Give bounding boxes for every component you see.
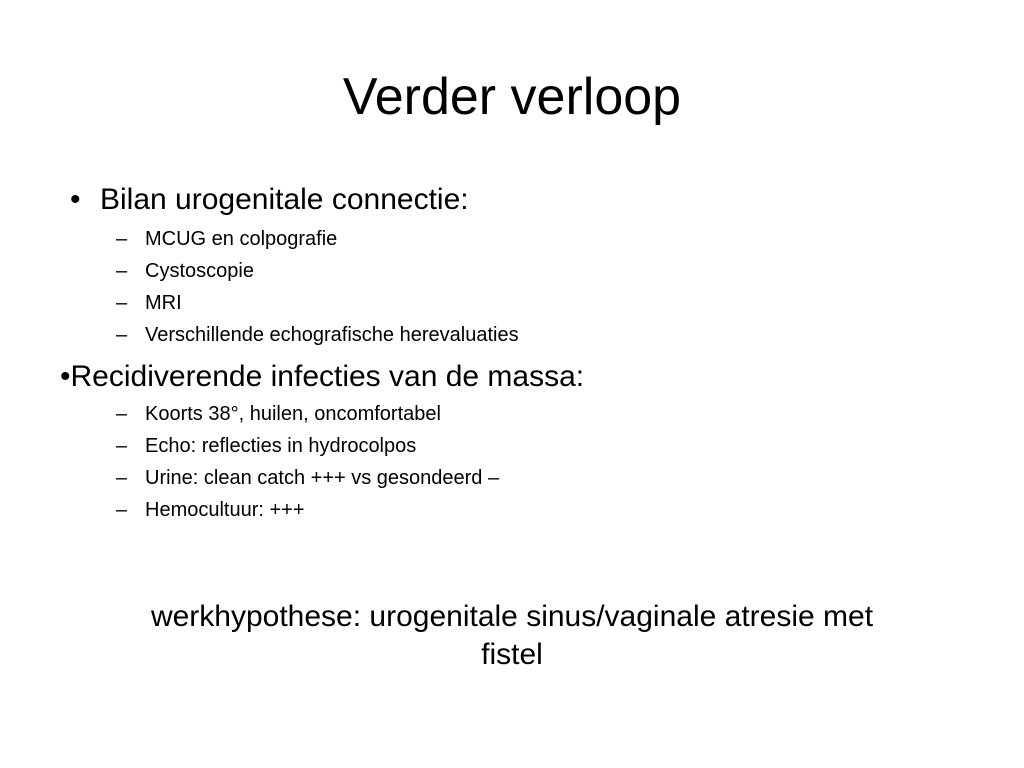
bullet-dot: • bbox=[60, 360, 71, 393]
sub-item-text: Echo: reflecties in hydrocolpos bbox=[145, 435, 417, 457]
sub-item bbox=[116, 497, 305, 523]
bullet-label: Recidiverende infecties van de massa: bbox=[70, 360, 585, 393]
dash: – bbox=[116, 403, 128, 425]
hypothesis-line: werkhypothese: urogenitale sinus/vaginale atresie met bbox=[150, 600, 874, 633]
dash: – bbox=[116, 499, 128, 521]
dash: – bbox=[116, 228, 128, 250]
dash: – bbox=[116, 435, 128, 457]
sub-item-text: MCUG en colpografie bbox=[145, 228, 338, 250]
sub-item-text: Cystoscopie bbox=[145, 260, 254, 282]
bullet-dot: • bbox=[70, 183, 81, 216]
hypothesis-text bbox=[62, 598, 962, 674]
hypothesis-line: fistel bbox=[481, 638, 543, 671]
dash: – bbox=[116, 292, 128, 314]
sub-item-text: Urine: clean catch +++ vs gesondeerd – bbox=[145, 467, 500, 489]
sub-item-text: Verschillende echografische herevaluaties bbox=[145, 324, 519, 346]
sub-item bbox=[116, 226, 337, 252]
slide-title: Verder verloop bbox=[342, 68, 682, 126]
bullet-bilan bbox=[70, 182, 469, 218]
dash: – bbox=[116, 324, 128, 346]
sub-item bbox=[116, 433, 416, 459]
bullet-label: Bilan urogenitale connectie: bbox=[100, 183, 469, 216]
sub-item bbox=[116, 258, 254, 284]
sub-item-text: Koorts 38°, huilen, oncomfortabel bbox=[145, 403, 441, 425]
sub-item bbox=[116, 322, 519, 348]
sub-item bbox=[116, 465, 499, 491]
sub-item bbox=[116, 290, 182, 316]
sub-item bbox=[116, 401, 441, 427]
dash: – bbox=[116, 260, 128, 282]
sub-item-text: Hemocultuur: +++ bbox=[145, 499, 305, 521]
sub-item-text: MRI bbox=[145, 292, 182, 314]
dash: – bbox=[116, 467, 128, 489]
bullet-recidiverende bbox=[60, 359, 584, 395]
